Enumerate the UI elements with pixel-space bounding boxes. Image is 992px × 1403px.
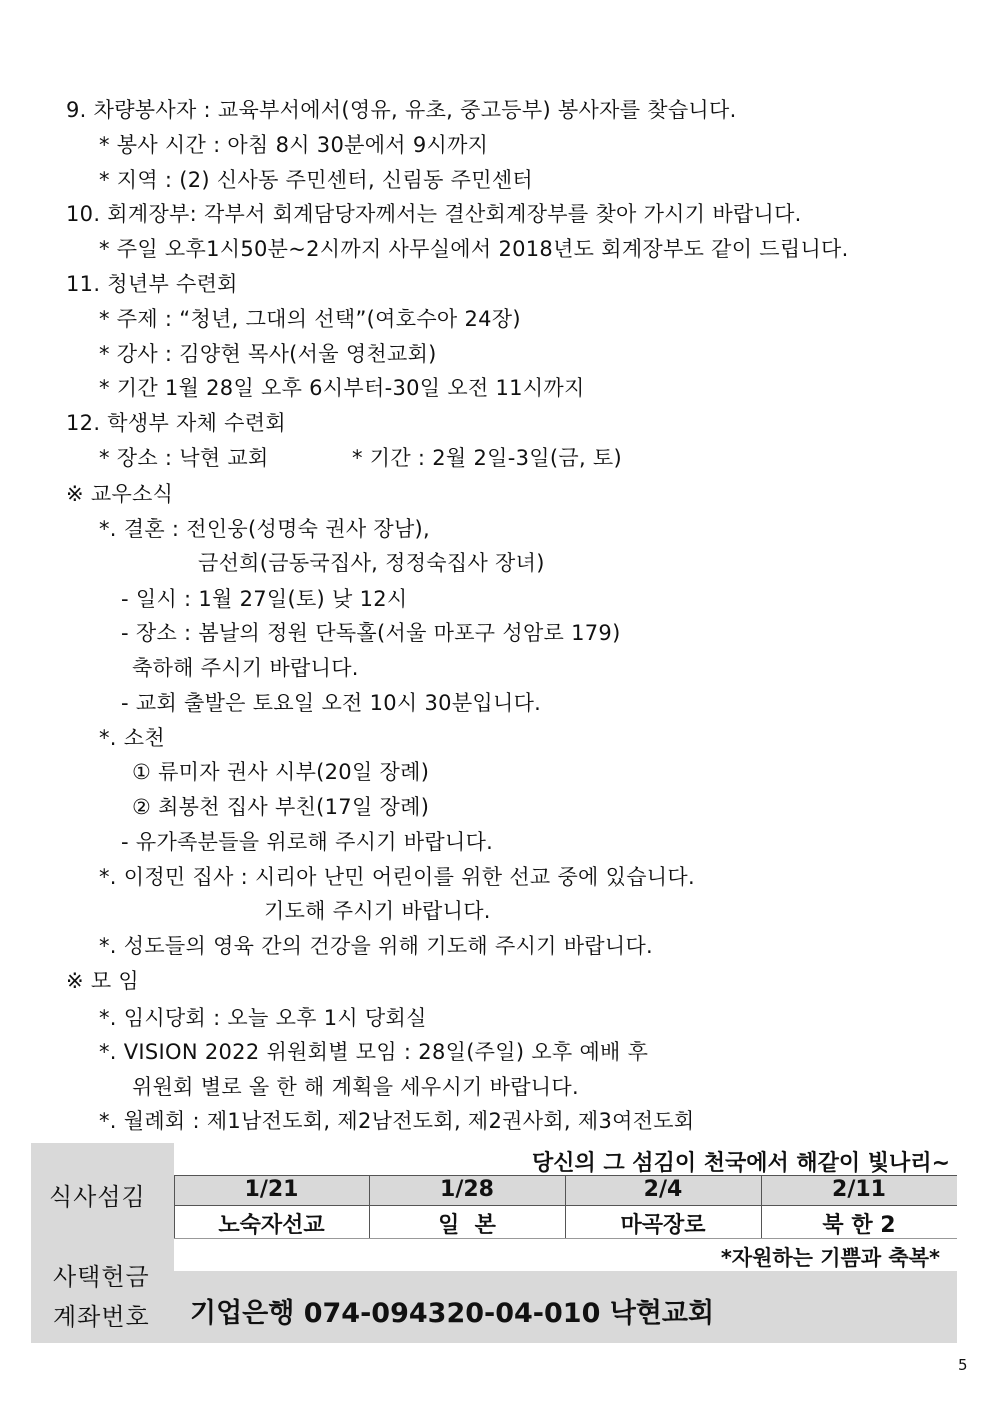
volunteer-time: * 봉사 시간 : 아침 8시 30분에서 9시까지 [99,133,489,157]
funeral-heading: *. 소천 [99,726,165,750]
student-retreat-period: * 기간 : 2월 2일-3일(금, 토) [352,446,622,470]
monthly-meeting: *. 월례회 : 제1남전도회, 제2남전도회, 제2권사회, 제3여전도회 [99,1109,695,1133]
account-label: 계좌번호 [53,1303,150,1331]
meal-service-label: 식사섬김 [49,1183,146,1211]
volunteer-area: * 지역 : (2) 신사동 주민센터, 신림동 주민센터 [99,168,533,192]
missionary-news: *. 이정민 집사 : 시리아 난민 어린이를 위한 선교 중에 있습니다. [99,865,695,889]
session-meeting: *. 임시당회 : 오늘 오후 1시 당회실 [99,1006,427,1030]
group-4: 북 한 2 [822,1213,896,1238]
wedding-bride: 금선희(금동국집사, 정정숙집사 장녀) [198,551,545,575]
vision-meeting: *. VISION 2022 위원회별 모임 : 28일(주일) 오후 예배 후 [99,1040,649,1064]
wedding-departure: - 교회 출발은 토요일 오전 10시 30분입니다. [121,691,542,715]
retreat-theme: * 주제 : “청년, 그대의 선택”(여호수아 24장) [99,307,521,331]
group-1: 노숙자선교 [218,1213,325,1238]
group-2: 일 본 [438,1213,496,1238]
funeral-item-1: ① 류미자 권사 시부(20일 장례) [132,760,430,784]
retreat-period: * 기간 1월 28일 오후 6시부터-30일 오전 11시까지 [99,376,585,400]
health-prayer: *. 성도들의 영육 간의 건강을 위해 기도해 주시기 바랍니다. [99,934,654,958]
wedding-congrats: 축하해 주시기 바랍니다. [132,656,359,680]
date-1: 1/21 [244,1177,299,1202]
member-news-heading: ※ 교우소식 [66,482,174,506]
wedding-venue: - 장소 : 봄날의 정원 단독홀(서울 마포구 성암로 179) [121,621,621,645]
item-12-student-retreat: 12. 학생부 자체 수련회 [66,411,286,435]
page-number: 5 [958,1356,968,1374]
retreat-speaker: * 강사 : 김양현 목사(서울 영천교회) [99,342,437,366]
date-2: 1/28 [440,1177,494,1202]
account-number: 기업은행 074-094320-04-010 낙현교회 [190,1298,715,1329]
meal-slogan: 당신의 그 섬김이 천국에서 해같이 빛나리~ [531,1151,950,1176]
wedding-datetime: - 일시 : 1월 27일(토) 낮 12시 [121,587,408,611]
missionary-prayer: 기도해 주시기 바랍니다. [264,899,491,923]
offering-note: *자원하는 기쁨과 축복* [720,1246,940,1270]
item-9-vehicle-volunteers: 9. 차량봉사자 : 교육부서에서(영유, 유초, 중고등부) 봉사자를 찾습니다. [66,98,737,122]
offering-label: 사택헌금 [53,1263,150,1291]
account-books-note: * 주일 오후1시50분~2시까지 사무실에서 2018년도 회계장부도 같이 드립니다. [99,237,849,261]
student-retreat-place: * 장소 : 낙현 교회 [99,446,269,470]
funeral-comfort: - 유가족분들을 위로해 주시기 바랍니다. [121,830,494,854]
item-11-youth-retreat: 11. 청년부 수련회 [66,272,238,296]
item-10-account-books: 10. 회계장부: 각부서 회계담당자께서는 결산회계장부를 찾아 가시기 바랍니다. [66,202,802,226]
group-3: 마곡장로 [620,1213,706,1238]
date-3: 2/4 [643,1177,683,1202]
meetings-heading: ※ 모 임 [66,969,140,993]
vision-meeting-note: 위원회 별로 올 한 해 계획을 세우시기 바랍니다. [132,1075,579,1099]
funeral-item-2: ② 최봉천 집사 부친(17일 장례) [132,795,430,819]
date-4: 2/11 [832,1177,886,1202]
wedding-groom: *. 결혼 : 전인웅(성명숙 권사 장남), [99,517,431,541]
